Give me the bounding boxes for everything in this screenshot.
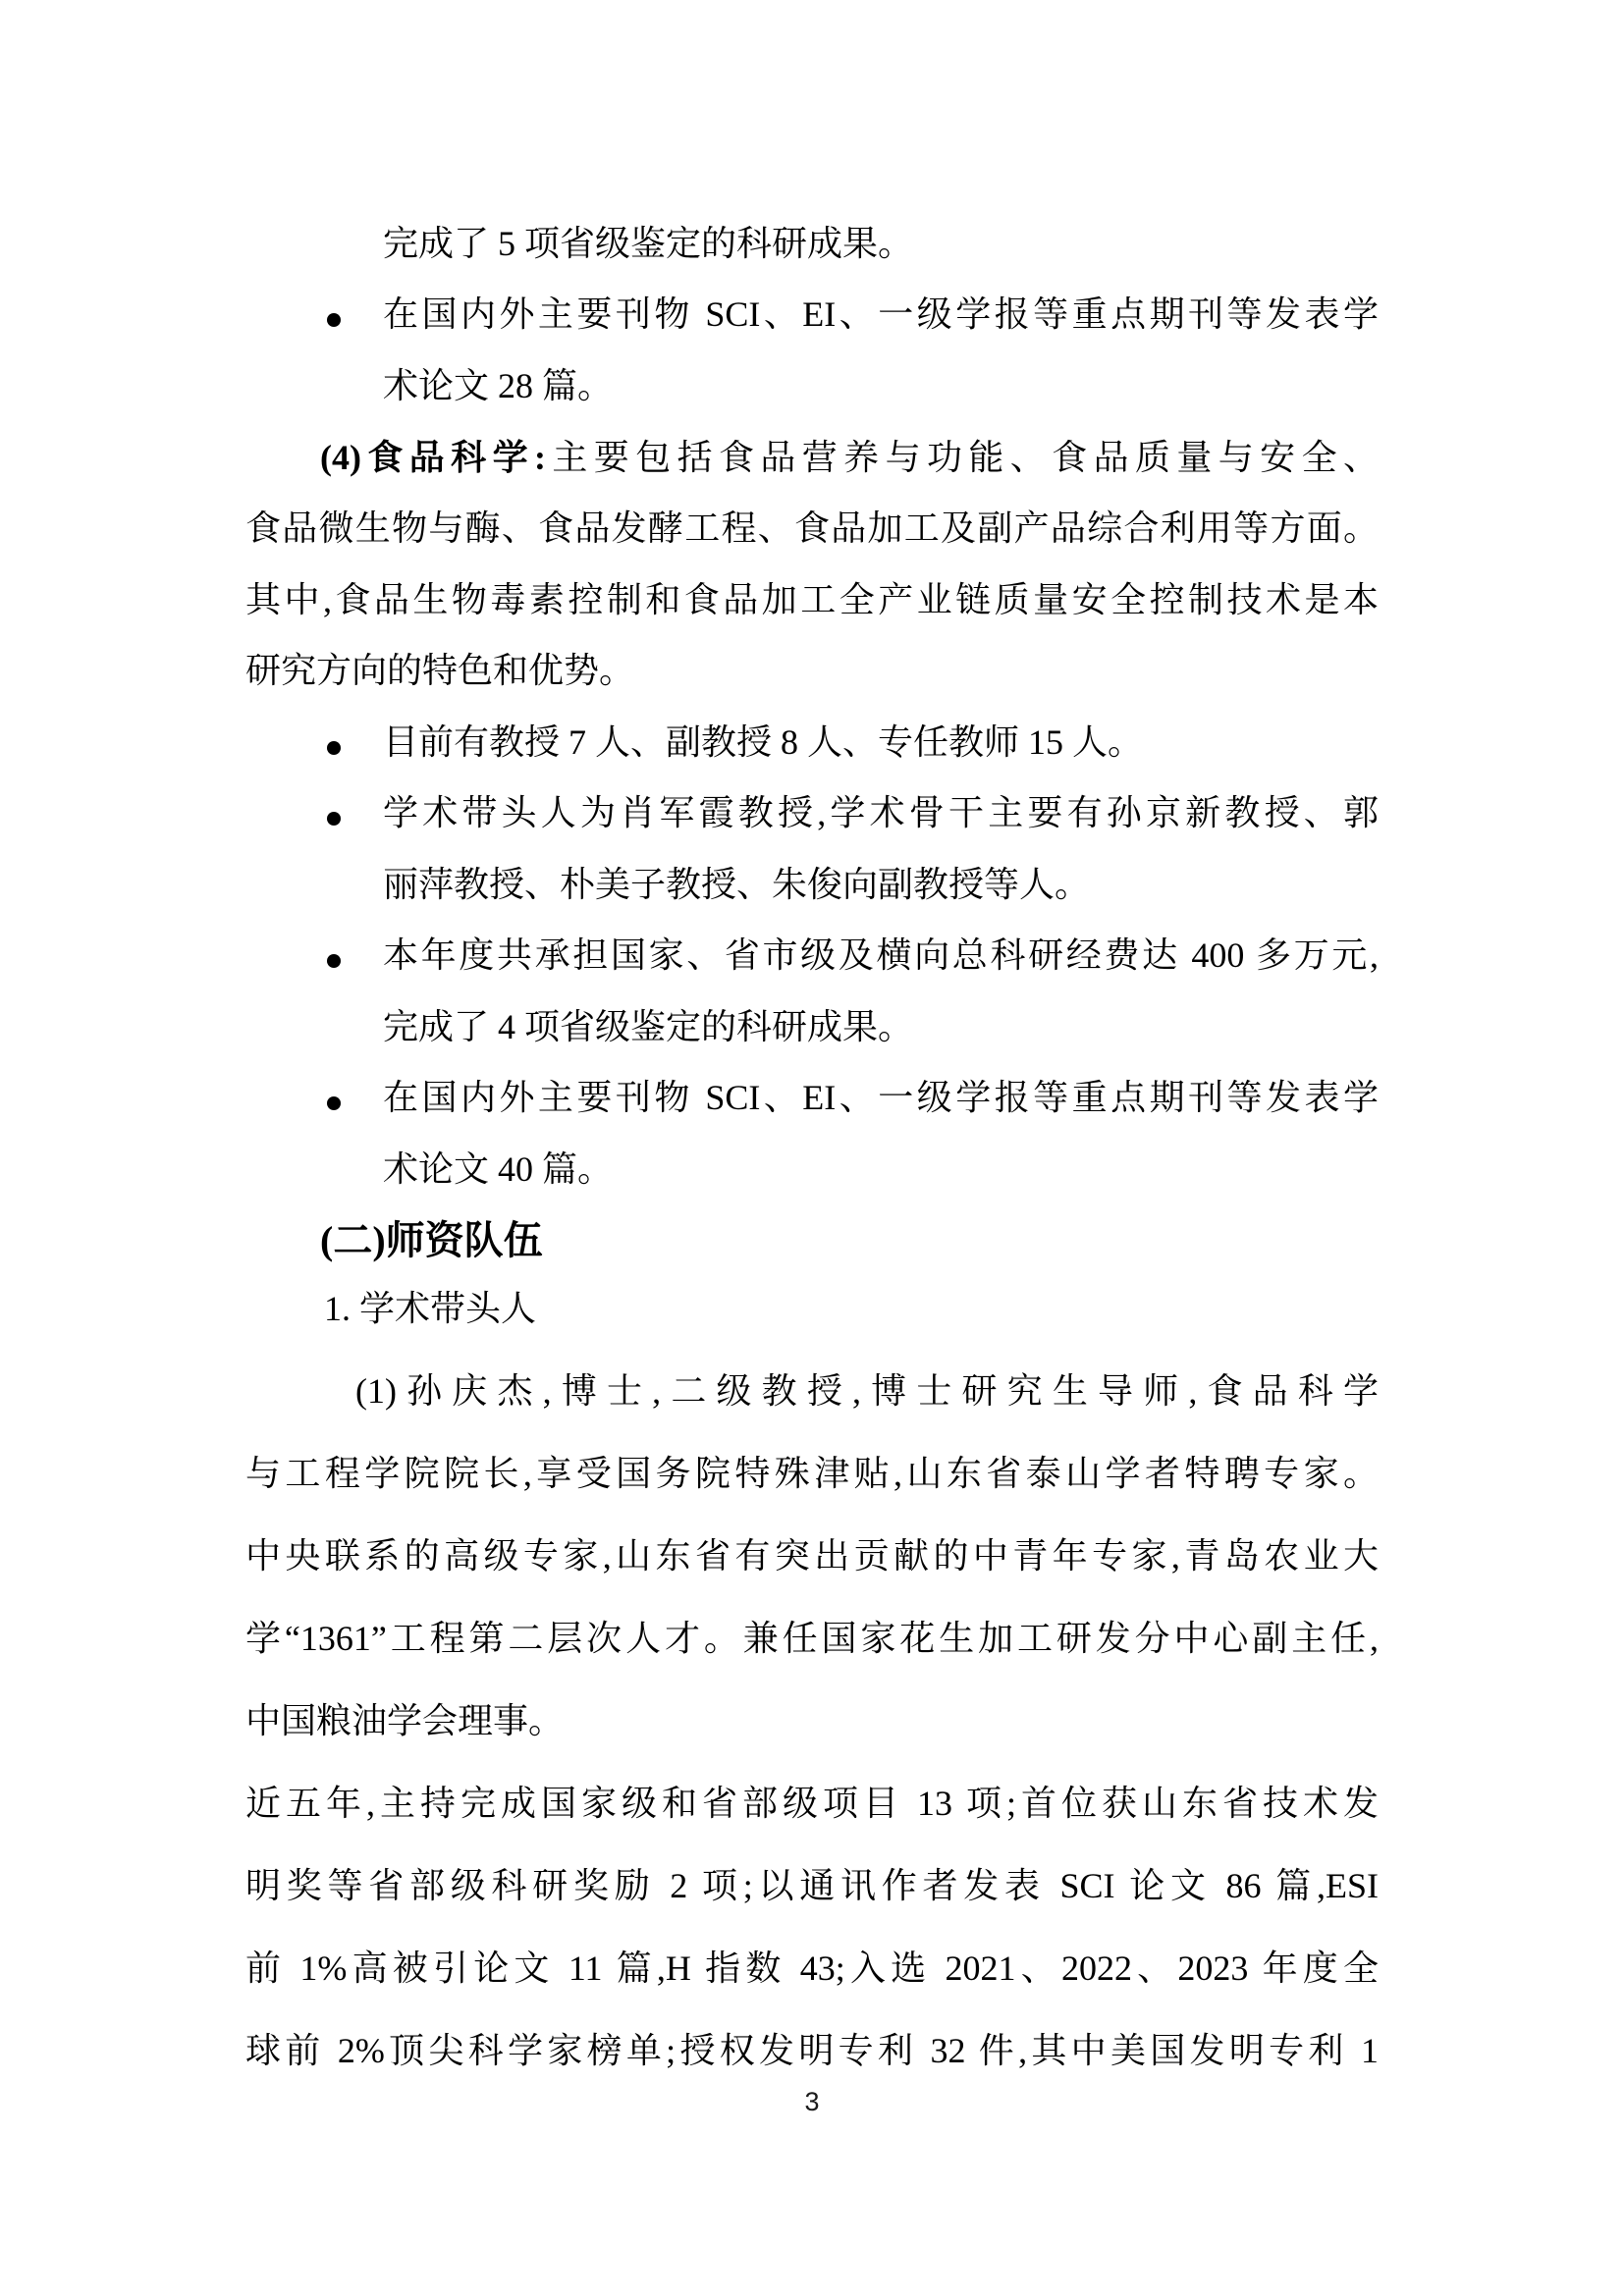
bullet-icon — [327, 741, 341, 755]
bullet-continuation-line: 完成了 4 项省级鉴定的科研成果。 — [383, 1007, 914, 1046]
body-line: 与工程学院院长,享受国务院特殊津贴,山东省泰山学者特聘专家。 — [245, 1454, 1379, 1493]
body-line: 球前 2%顶尖科学家榜单;授权发明专利 32 件,其中美国发明专利 1 — [245, 2031, 1379, 2070]
paragraph-first-line — [245, 435, 1379, 482]
body-line: 明奖等省部级科研奖励 2 项;以通讯作者发表 SCI 论文 86 篇,ESI — [245, 1866, 1379, 1905]
bullet-line: 在国内外主要刊物 SCI、EI、一级学报等重点期刊等发表学 — [383, 1078, 1379, 1117]
bullet-line: 在国内外主要刊物 SCI、EI、一级学报等重点期刊等发表学 — [383, 294, 1379, 334]
bullet-line: 目前有教授 7 人、副教授 8 人、专任教师 15 人。 — [383, 722, 1144, 762]
run-in-heading: (4)食品科学: — [320, 438, 546, 477]
paragraph-first-line: (1)孙庆杰,博士,二级教授,博士研究生导师,食品科学 — [355, 1371, 1379, 1411]
bullet-continuation-line: 术论文 40 篇。 — [383, 1149, 614, 1189]
body-line: 研究方向的特色和优势。 — [245, 651, 635, 690]
body-line: 学“1361”工程第二层次人才。兼任国家花生加工研发分中心副主任, — [245, 1619, 1379, 1658]
bullet-line: 学术带头人为肖军霞教授,学术骨干主要有孙京新教授、郭 — [383, 793, 1379, 832]
bullet-icon — [327, 313, 341, 327]
bullet-icon — [327, 954, 341, 968]
paragraph-text: 主要包括食品营养与功能、食品质量与安全、 — [545, 438, 1379, 477]
body-line: 中央联系的高级专家,山东省有突出贡献的中青年专家,青岛农业大 — [245, 1536, 1379, 1575]
bullet-icon — [327, 1096, 341, 1110]
bullet-continuation-line: 术论文 28 篇。 — [383, 366, 614, 405]
body-line: 前 1%高被引论文 11 篇,H 指数 43;入选 2021、2022、2023 年度全 — [245, 1949, 1379, 1988]
body-line: 食品微生物与酶、食品发酵工程、食品加工及副产品综合利用等方面。 — [245, 508, 1379, 548]
bullet-continuation-line: 丽萍教授、朴美子教授、朱俊向副教授等人。 — [383, 865, 1091, 904]
page-number: 3 — [804, 2087, 820, 2116]
subsection-heading: 1. 学术带头人 — [324, 1289, 537, 1328]
bullet-icon — [327, 812, 341, 826]
body-line: 中国粮油学会理事。 — [245, 1701, 565, 1740]
body-line: 其中,食品生物毒素控制和食品加工全产业链质量安全控制技术是本 — [245, 580, 1379, 619]
bullet-line: 本年度共承担国家、省市级及横向总科研经费达 400 多万元, — [383, 935, 1379, 975]
bullet-continuation-line: 完成了 5 项省级鉴定的科研成果。 — [383, 224, 914, 263]
section-heading: (二)师资队伍 — [320, 1218, 543, 1262]
body-line: 近五年,主持完成国家级和省部级项目 13 项;首位获山东省技术发 — [245, 1784, 1379, 1823]
